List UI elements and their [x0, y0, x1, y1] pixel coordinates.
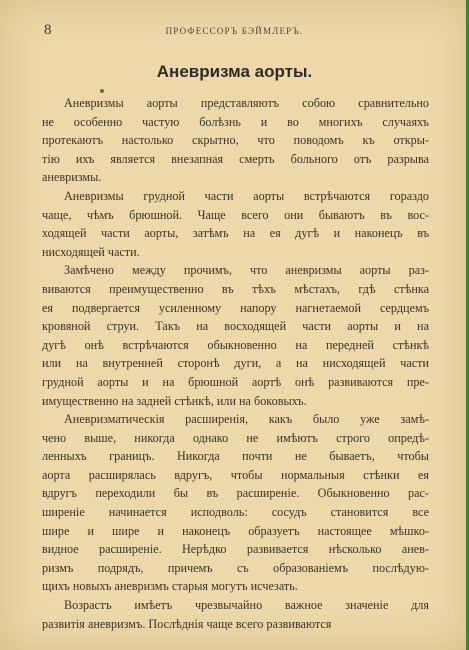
page-number: 8: [44, 22, 52, 38]
text-line: ленныхъ границъ. Никогда почти не бываетъ, чтобы: [42, 449, 429, 464]
text-line: кровяной струи. Такъ на восходящей части аорты и на: [42, 319, 429, 334]
text-line: ризмъ подрядъ, причемъ съ образованіемъ послѣдую-: [42, 560, 429, 575]
paragraph: [42, 94, 429, 187]
text-line: Аневризматическія расширенія, какъ было уже замѣ-: [64, 412, 429, 427]
text-line: щихъ новыхъ аневризмъ старыя могутъ исчезать.: [42, 579, 298, 594]
paragraph: [42, 410, 429, 596]
text-line: чено выше, никогда однако не имѣютъ строго опредѣ-: [42, 430, 429, 445]
ink-spot: [100, 89, 104, 93]
text-line: протекаютъ настолько скрытно, что поводомъ къ откры-: [42, 133, 429, 148]
text-line: тію ихъ является внезапная смерть больного отъ разрыва: [42, 151, 429, 166]
paragraph: [42, 261, 429, 410]
text-line: чаще, чѣмъ брюшной. Чаще всего они бываютъ въ вос-: [42, 207, 429, 222]
text-line: вдругъ переходили бы въ расширеніе. Обыкновенно рас-: [42, 486, 429, 501]
text-line: Замѣчено между прочимъ, что аневризмы аорты раз-: [64, 263, 429, 278]
text-line: ширеніе начинается исподволь: сосудъ становится все: [42, 505, 429, 520]
text-line: дугѣ онѣ встрѣчаются обыкновенно на передней стѣнкѣ: [42, 337, 429, 352]
text-line: видное расширеніе. Нерѣдко развивается нѣсколько анев-: [42, 542, 429, 557]
body-text: [42, 94, 429, 633]
text-line: грудной аорты и на брюшной аортѣ онѣ развиваются пре-: [42, 374, 429, 389]
text-line: ея подвергается усиленному напору нагнетаемой сердцемъ: [42, 300, 429, 315]
text-line: ходящей части аорты, затѣмъ на ея дугѣ и наконецъ въ: [42, 226, 429, 241]
text-line: не особенно частую болѣзнь и во многихъ случаяхъ: [42, 114, 429, 129]
paragraph: [42, 187, 429, 261]
paragraph: [42, 596, 429, 633]
running-head: ПРОФЕССОРЪ БЭЙМЛЕРЪ.: [165, 26, 304, 36]
text-line: нисходящей части.: [42, 244, 140, 259]
text-line: аневризмы.: [42, 170, 102, 185]
text-line: виваются преимущественно въ тѣхъ мѣстахъ, гдѣ стѣнка: [42, 281, 429, 296]
text-line: или на внутренней сторонѣ дуги, а на нисходящей части: [42, 356, 429, 371]
text-line: развитія аневризмъ. Послѣднія чаще всего развиваются: [42, 616, 332, 631]
page-header: [0, 22, 469, 42]
text-line: Аневризмы аорты представляютъ собою сравнительно: [64, 96, 429, 110]
text-line: аорта расширялась вдругъ, чтобы нормальныя стѣнки ея: [42, 467, 429, 482]
section-title: Аневризма аорты.: [156, 62, 313, 81]
text-line: имущественно на задней стѣнкѣ, или на боковыхъ.: [42, 393, 307, 408]
text-line: Аневризмы грудной части аорты встрѣчаются гораздо: [64, 188, 429, 203]
text-line: шире и шире и наконецъ образуетъ настоящее мѣшко-: [42, 523, 429, 538]
text-line: Возрастъ имѣетъ чрезвычайно важное значеніе для: [64, 598, 429, 613]
